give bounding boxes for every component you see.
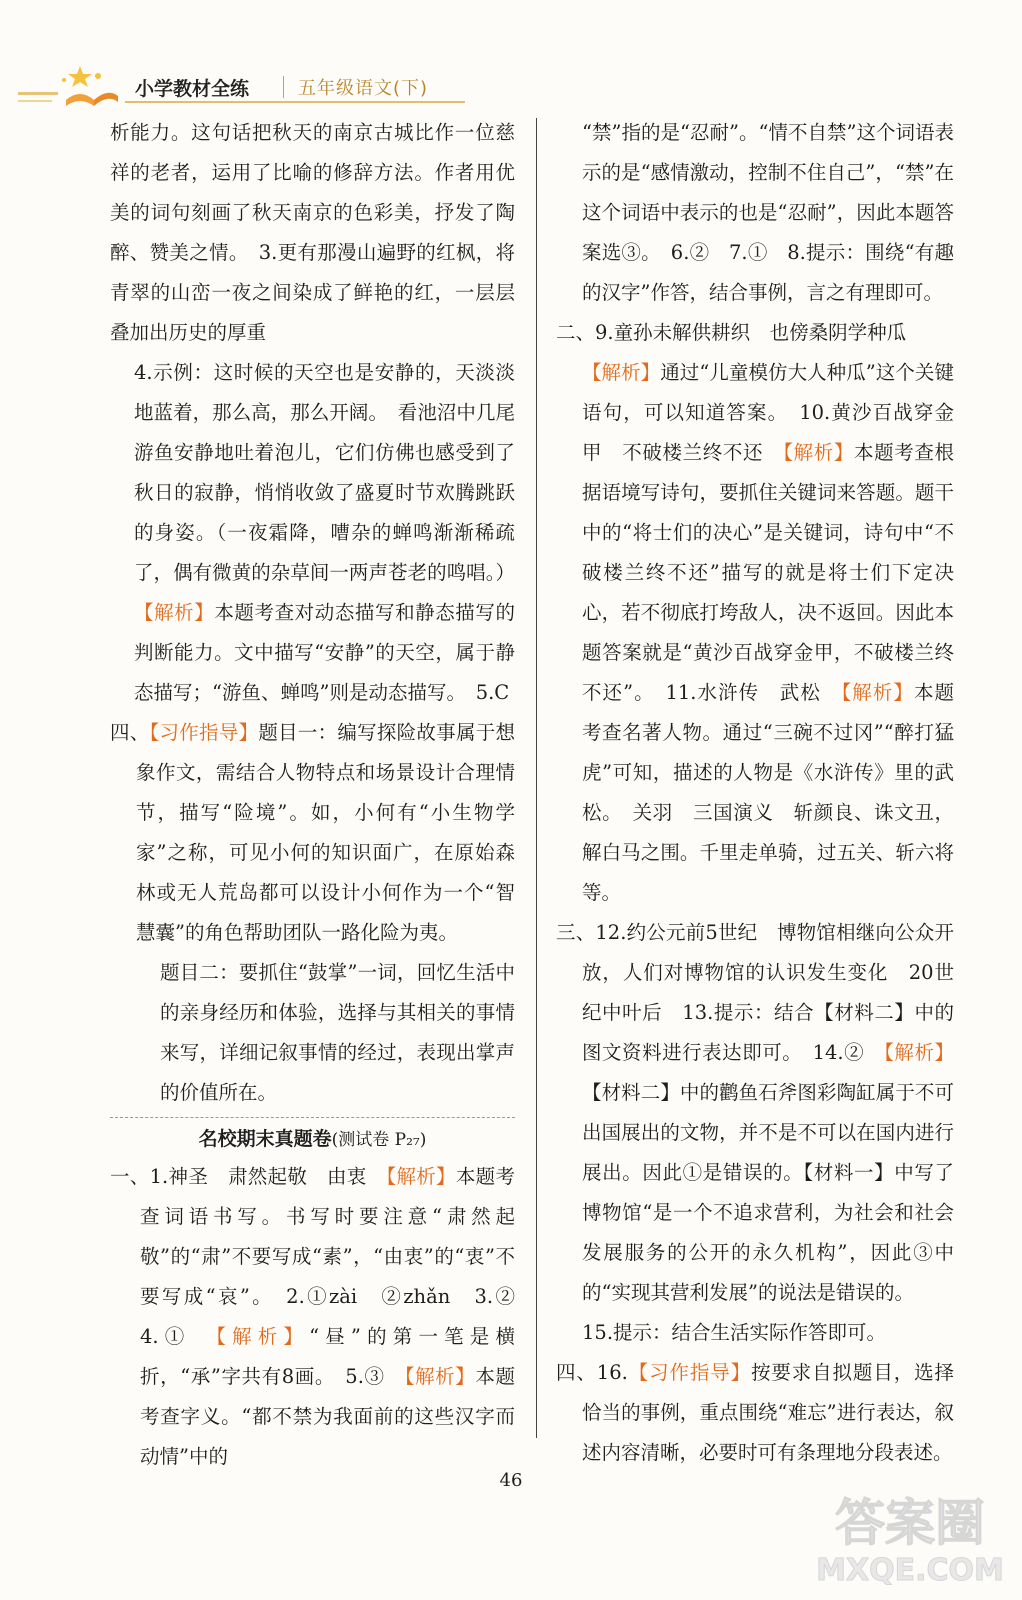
- book-logo-icon: [18, 62, 118, 112]
- watermark-line-1: 答案圈: [835, 1494, 985, 1552]
- book-subtitle: 五年级语文(下): [298, 78, 429, 99]
- right-paragraph-1: “禁”指的是“忍耐”。“情不自禁”这个词语表示的是“感情激动，控制不住自己”，“禁”在这个词语中表示的也是“忍耐”，因此本题答案选③。 6.② 7.① 8.提示：围绕“有趣的汉字”作答，结合事例，言之有理即可。: [582, 121, 954, 304]
- left-paragraph-3: [110, 713, 515, 953]
- right-paragraph-2: [556, 313, 954, 913]
- left-paragraph-1: 析能力。这句话把秋天的南京古城比作一位慈祥的老者，运用了比喻的修辞方法。作者用优美的词句刻画了秋天南京的色彩美，抒发了陶醉、赞美之情。 3.更有那漫山遍野的红枫，将青翠的山峦一夜之间染成了鲜艳的红，一层层叠加出历史的厚重: [110, 121, 515, 344]
- header-rule: [125, 101, 465, 103]
- section-heading: [110, 1117, 515, 1157]
- section-title: 名校期末真题卷: [198, 1128, 332, 1150]
- watermark-line-2: MXQE.COM: [816, 1553, 1004, 1588]
- right-paragraph-4: 15.提示：结合生活实际作答即可。: [582, 1321, 887, 1344]
- right-paragraph-5: [556, 1353, 954, 1473]
- jiexi-label: 【解析】: [783, 441, 854, 464]
- jiexi-label: 【解析】: [582, 361, 661, 384]
- jiexi-label: 【解析】: [134, 601, 215, 624]
- left-p2-text-b: 本题考查对动态描写和静态描写的判断能力。文中描写“安静”的天空，属于静态描写；“游鱼、蝉鸣”则是动态描写。 5.C: [134, 601, 515, 704]
- right-p2-text-a: 9.童孙未解供耕织 也傍桑阴学种瓜: [595, 321, 907, 344]
- left-p5-text-a: 1.神圣 肃然起敬 由衷: [149, 1165, 387, 1188]
- right-column: [556, 113, 954, 1473]
- right-p5-text-b: 按要求自拟题目，选择恰当的事例，重点围绕“难忘”进行表达，叙述内容清晰，必要时可有条理地分段表述。: [582, 1361, 954, 1464]
- section-number: 三、: [556, 921, 596, 944]
- left-paragraph-4: 题目二：要抓住“鼓掌”一词，回忆生活中的亲身经历和体验，选择与其相关的事情来写，详细记叙事情的经过，表现出掌声的价值所在。: [160, 961, 515, 1104]
- jiexi-label: 【解析】: [386, 1165, 456, 1188]
- right-p5-text-a: 16.: [596, 1361, 628, 1384]
- jiexi-label: 【解析】: [884, 1041, 954, 1064]
- watermark-logo: [810, 1482, 1010, 1592]
- left-column: [110, 113, 535, 1477]
- jiexi-label: 【解析】: [216, 1325, 310, 1348]
- page-number: 46: [499, 1470, 523, 1491]
- right-p3-text-b: 【材料二】中的鹳鱼石斧图彩陶缸属于不可出国展出的文物，并不是不可以在国内进行展出。因此①是错误的。【材料一】中写了博物馆“是一个不追求营利，为社会和社会发展服务的公开的永久机构”，因此③中的“实现其营利发展”的说法是错误的。: [582, 1081, 954, 1304]
- xizuo-zhidao-label: 【习作指导】: [149, 721, 259, 744]
- section-note: (测试卷 P₂₇): [331, 1130, 427, 1150]
- left-p5-text-c: “昼”的第一笔是横折，“承”字共有8画。 5.③: [140, 1325, 515, 1388]
- right-p2-text-d: 本题考查名著人物。通过“三碗不过冈”“醉打猛虎”可知，描述的人物是《水浒传》里的武松。 关羽 三国演义 斩颜良、诛文丑，解白马之围。千里走单骑，过五关、斩六将等。: [582, 681, 954, 904]
- right-p2-text-b: 通过“儿童模仿大人种瓜”这个关键语句，可以知道答案。 10.黄沙百战穿金甲 不破楼兰终不还: [582, 361, 954, 464]
- column-divider: [536, 118, 537, 1438]
- book-title: 小学教材全练: [135, 78, 250, 100]
- header-separator: [283, 76, 284, 98]
- right-p3-text-a: 12.约公元前5世纪 博物馆相继向公众开放，人们对博物馆的认识发生变化 20世纪中叶后 13.提示：结合【材料二】中的图文资料进行表达即可。 14.②: [582, 921, 954, 1064]
- section-number: 一、: [110, 1165, 150, 1188]
- jiexi-label: 【解析】: [404, 1365, 476, 1388]
- left-p2-text-a: 4.示例：这时候的天空也是安静的，天淡淡地蓝着，那么高，那么开阔。 看池沼中几尾游鱼安静地吐着泡儿，它们仿佛也感受到了秋日的寂静，悄悄收敛了盛夏时节欢腾跳跃的身姿。（一夜霜降，嘈杂的蝉鸣渐渐稀疏了，偶有微黄的杂草间一两声苍老的鸣唱。）: [134, 361, 515, 584]
- section-number: 四、: [110, 721, 150, 744]
- left-paragraph-5: [110, 1157, 535, 1477]
- left-p5-text-b: 本题考查词语书写。书写时要注意“肃然起敬”的“肃”不要写成“素”，“由衷”的“衷”不要写成“哀”。 2.①zài ②zhǎn 3.② 4.①: [140, 1165, 535, 1348]
- jiexi-label: 【解析】: [841, 681, 914, 704]
- right-paragraph-3: [556, 913, 954, 1313]
- left-p5-text-d: 本题考查字义。“都不禁为我面前的这些汉字而动情”中的: [140, 1365, 515, 1468]
- xizuo-zhidao-label: 【习作指导】: [627, 1361, 751, 1384]
- page-header: [0, 0, 1022, 110]
- left-p3-text: 题目一：编写探险故事属于想象作文，需结合人物特点和场景设计合理情节，描写“险境”。如，小何有“小生物学家”之称，可见小何的知识面广，在原始森林或无人荒岛都可以设计小何作为一个“智慧囊”的角色帮助团队一路化险为夷。: [136, 721, 515, 944]
- section-number: 四、: [556, 1361, 597, 1384]
- right-p2-text-c: 本题考查根据语境写诗句，要抓住关键词来答题。题干中的“将士们的决心”是关键词，诗句中“不破楼兰终不还”描写的就是将士们下定决心，若不彻底打垮敌人，决不返回。因此本题答案就是“黄沙百战穿金甲，不破楼兰终不还”。 11.水浒传 武松: [582, 441, 954, 704]
- left-paragraph-2: [110, 353, 515, 713]
- section-number: 二、: [556, 321, 596, 344]
